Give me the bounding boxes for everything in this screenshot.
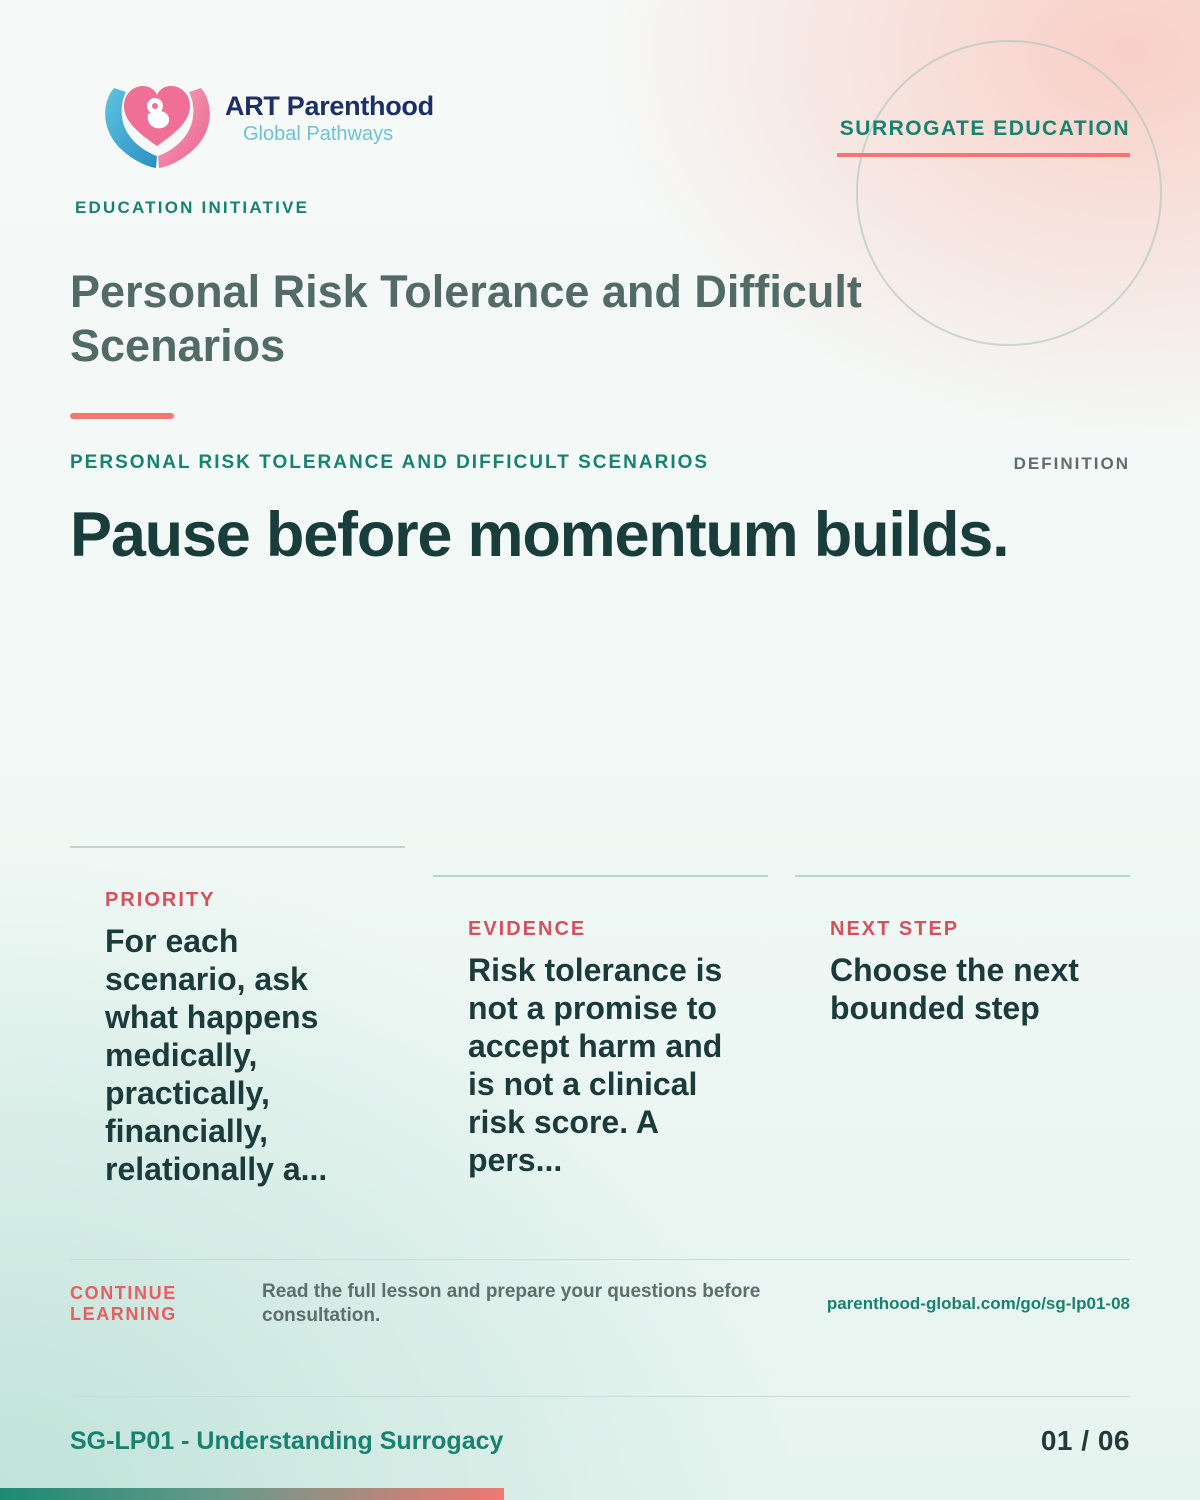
initiative-label: EDUCATION INITIATIVE <box>75 198 310 217</box>
card-text: Risk tolerance is not a promise to accept harm and is not a clinical risk score. A pers... <box>468 952 723 1178</box>
section-label: SURROGATE EDUCATION <box>839 117 1130 140</box>
title-accent-bar <box>70 413 174 419</box>
card-divider <box>795 875 1130 877</box>
content-kind-label: DEFINITION <box>1013 454 1130 473</box>
card-divider <box>433 875 768 877</box>
card-text: Choose the next bounded step <box>830 952 1079 1026</box>
lesson-link[interactable]: parenthood-global.com/go/sg-lp01-08 <box>826 1294 1130 1313</box>
page-indicator: 01 / 06 <box>1040 1425 1130 1456</box>
card-label: PRIORITY <box>105 889 216 911</box>
brand-logo-icon <box>100 72 215 172</box>
card-divider <box>70 846 405 848</box>
card-text: For each scenario, ask what happens medically, practically, financially, relationally a... <box>105 923 328 1187</box>
page-title: Personal Risk Tolerance and Difficult Scenarios <box>70 266 862 371</box>
footer-note: Read the full lesson and prepare your questions before consultation. <box>262 1281 761 1326</box>
brand-tagline: Global Pathways <box>243 123 394 145</box>
progress-bar <box>0 1488 504 1500</box>
card-label: NEXT STEP <box>830 918 960 940</box>
course-label: SG-LP01 - Understanding Surrogacy <box>70 1427 504 1455</box>
section-underline <box>837 153 1130 157</box>
topic-label: PERSONAL RISK TOLERANCE AND DIFFICULT SCENARIOS <box>70 452 710 473</box>
card-priority <box>70 846 405 1188</box>
headline: Pause before momentum builds. <box>70 500 1009 570</box>
brand <box>225 93 434 144</box>
card-next-step <box>795 875 1130 1027</box>
footer-divider-bottom <box>70 1396 1130 1397</box>
continue-learning-label: CONTINUE LEARNING <box>70 1283 177 1324</box>
brand-name: ART Parenthood <box>225 91 434 121</box>
card-evidence <box>433 875 768 1179</box>
card-label: EVIDENCE <box>468 918 587 940</box>
footer-divider-top <box>70 1259 1130 1260</box>
